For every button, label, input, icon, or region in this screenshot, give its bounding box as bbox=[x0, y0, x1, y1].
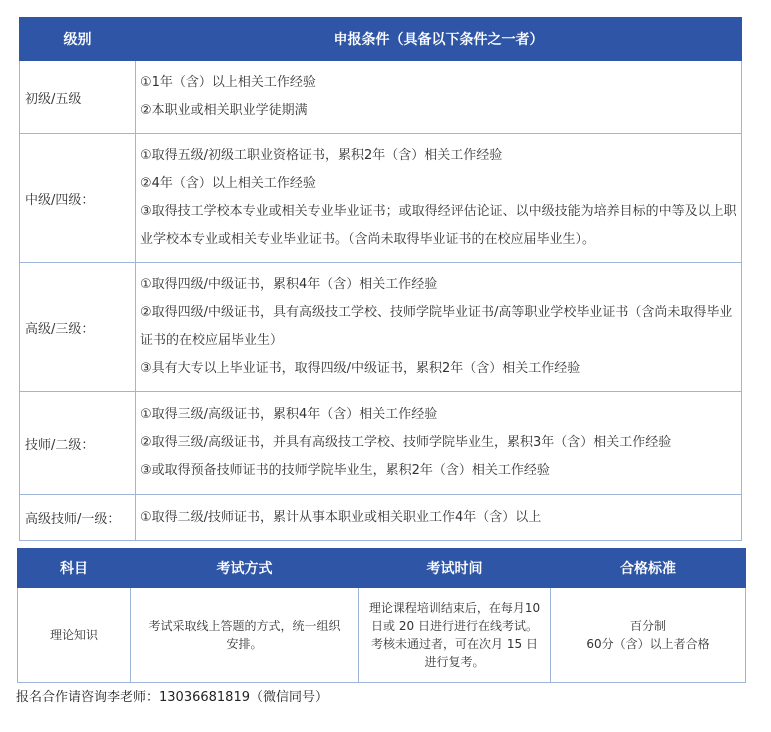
conditions-cell bbox=[136, 134, 742, 263]
header-time: 考试时间 bbox=[359, 549, 551, 588]
time-cell: 理论课程培训结束后，在每月10 日或 20 日进行进行在线考试。考核未通过者，可在次月 15 日进行复考。 bbox=[359, 588, 551, 683]
condition-item: ③取得技工学校本专业或相关专业毕业证书；或取得经评估论证、以中级技能为培养目标的中等及以上职业学校本专业或相关专业毕业证书。（含尚未取得毕业证书的在校应届毕业生）。 bbox=[140, 204, 737, 247]
header-subject: 科目 bbox=[18, 549, 131, 588]
level-cell: 高级/三级： bbox=[20, 263, 136, 392]
condition-item: ③具有大专以上毕业证书，取得四级/中级证书，累积2年（含）相关工作经验 bbox=[140, 361, 581, 376]
exam-info-table bbox=[17, 548, 746, 683]
header-method: 考试方式 bbox=[131, 549, 359, 588]
application-conditions-table bbox=[19, 17, 742, 541]
conditions-cell bbox=[136, 263, 742, 392]
conditions-cell bbox=[136, 61, 742, 134]
subject-cell: 理论知识 bbox=[18, 588, 131, 683]
table-row bbox=[20, 392, 742, 495]
condition-item: ②4年（含）以上相关工作经验 bbox=[140, 176, 316, 191]
conditions-cell bbox=[136, 392, 742, 495]
condition-item: ①取得二级/技师证书，累计从事本职业或相关职业工作4年（含）以上 bbox=[140, 509, 542, 525]
condition-item: ②取得四级/中级证书，具有高级技工学校、技师学院毕业证书/高等职业学校毕业证书（含尚未取得毕业证书的在校应届毕业生） bbox=[140, 305, 733, 348]
standard-scale: 百分制 bbox=[629, 619, 666, 633]
standard-cell bbox=[551, 588, 746, 683]
header-row bbox=[18, 549, 746, 588]
header-conditions: 申报条件（具备以下条件之一者） bbox=[136, 18, 742, 61]
condition-item: ②取得三级/高级证书，并具有高级技工学校、技师学院毕业生，累积3年（含）相关工作经验 bbox=[140, 435, 672, 450]
level-cell: 初级/五级 bbox=[20, 61, 136, 134]
condition-item: ②本职业或相关职业学徒期满 bbox=[140, 103, 308, 118]
level-cell: 高级技师/一级： bbox=[20, 495, 136, 541]
level-cell: 中级/四级： bbox=[20, 134, 136, 263]
condition-item: ①取得三级/高级证书，累积4年（含）相关工作经验 bbox=[140, 407, 438, 422]
condition-item: ①取得四级/中级证书，累积4年（含）相关工作经验 bbox=[140, 277, 438, 292]
table-row bbox=[20, 134, 742, 263]
condition-item: ①1年（含）以上相关工作经验 bbox=[140, 75, 316, 90]
table-row bbox=[20, 61, 742, 134]
condition-item: ③或取得预备技师证书的技师学院毕业生，累积2年（含）相关工作经验 bbox=[140, 463, 550, 478]
table-row bbox=[20, 263, 742, 392]
condition-item: ①取得五级/初级工职业资格证书，累积2年（含）相关工作经验 bbox=[140, 148, 503, 163]
conditions-cell bbox=[136, 495, 742, 541]
table-row bbox=[20, 495, 742, 541]
header-row bbox=[20, 18, 742, 61]
standard-pass-mark: 60分（含）以上者合格 bbox=[586, 637, 710, 651]
contact-footer: 报名合作请咨询李老师：13036681819（微信同号） bbox=[16, 690, 328, 705]
table-row bbox=[18, 588, 746, 683]
method-cell: 考试采取线上答题的方式，统一组织安排。 bbox=[131, 588, 359, 683]
header-standard: 合格标准 bbox=[551, 549, 746, 588]
header-level: 级别 bbox=[20, 18, 136, 61]
level-cell: 技师/二级： bbox=[20, 392, 136, 495]
